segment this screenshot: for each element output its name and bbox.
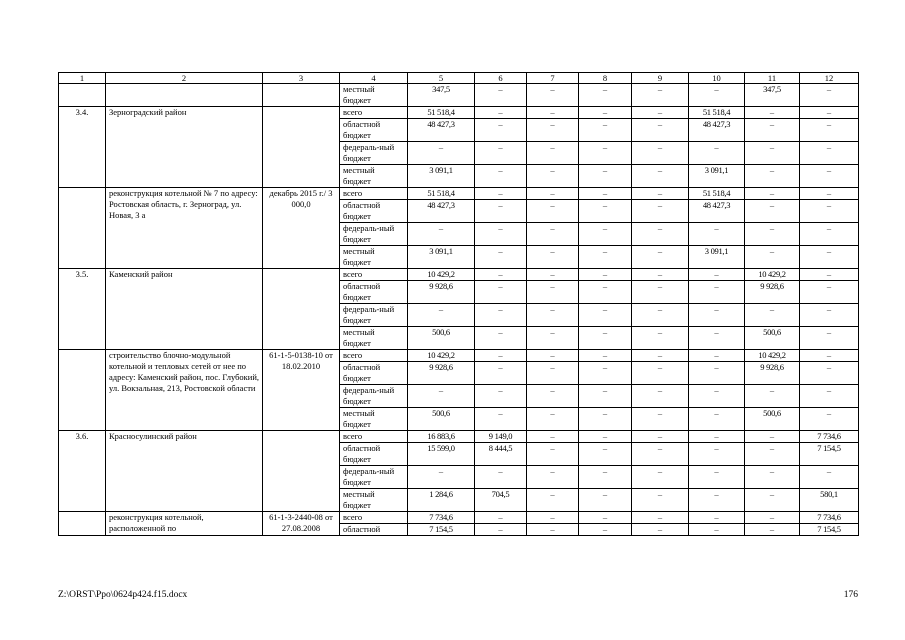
value-cell: –: [579, 304, 632, 327]
funding-type-cell: местный бюджет: [340, 327, 408, 350]
value-cell: –: [527, 466, 579, 489]
value-cell: –: [800, 408, 859, 431]
value-cell: –: [632, 350, 689, 362]
district-name-cell: Красносулинский район: [106, 431, 263, 512]
value-cell: 51 518,4: [689, 107, 745, 119]
funding-type-cell: областной: [340, 524, 408, 536]
funding-type-cell: всего: [340, 269, 408, 281]
value-cell: –: [475, 107, 527, 119]
value-cell: –: [475, 512, 527, 524]
value-cell: –: [745, 385, 800, 408]
value-cell: –: [527, 165, 579, 188]
section-number-cell: 3.6.: [59, 431, 106, 512]
value-cell: –: [579, 188, 632, 200]
table-row: [59, 84, 859, 107]
value-cell: –: [800, 327, 859, 350]
table-row: [59, 350, 859, 362]
value-cell: –: [632, 200, 689, 223]
value-cell: –: [579, 119, 632, 142]
value-cell: –: [632, 84, 689, 107]
value-cell: –: [632, 223, 689, 246]
value-cell: 704,5: [475, 489, 527, 512]
value-cell: –: [475, 362, 527, 385]
section-number-cell: 3.5.: [59, 269, 106, 350]
column-number: 9: [632, 73, 689, 84]
value-cell: –: [689, 223, 745, 246]
value-cell: –: [475, 165, 527, 188]
object-document-cell: 61-1-5-0138-10 от 18.02.2010: [263, 350, 340, 431]
column-number: 6: [475, 73, 527, 84]
object-name-cell: строительство блочно-модульной котельной и тепловых сетей от нее по адресу: Каменский район, пос. Глубокий, ул. Вокзальная, 213, Ростовской области: [106, 350, 263, 431]
funding-type-cell: всего: [340, 107, 408, 119]
total-value-cell: 3 091,1: [408, 165, 475, 188]
total-value-cell: 10 429,2: [408, 350, 475, 362]
value-cell: 347,5: [745, 84, 800, 107]
funding-type-cell: местный бюджет: [340, 408, 408, 431]
value-cell: –: [579, 362, 632, 385]
value-cell: –: [475, 119, 527, 142]
total-value-cell: –: [408, 304, 475, 327]
value-cell: –: [527, 200, 579, 223]
value-cell: –: [745, 165, 800, 188]
total-value-cell: 7 734,6: [408, 512, 475, 524]
total-value-cell: 9 928,6: [408, 362, 475, 385]
total-value-cell: 15 599,0: [408, 443, 475, 466]
value-cell: 3 091,1: [689, 246, 745, 269]
value-cell: –: [745, 524, 800, 536]
value-cell: –: [689, 304, 745, 327]
funding-type-cell: местный бюджет: [340, 489, 408, 512]
document-cell: [263, 269, 340, 350]
value-cell: –: [800, 269, 859, 281]
value-cell: –: [632, 431, 689, 443]
value-cell: 8 444,5: [475, 443, 527, 466]
value-cell: 7 734,6: [800, 431, 859, 443]
value-cell: –: [745, 512, 800, 524]
value-cell: –: [689, 489, 745, 512]
value-cell: –: [745, 200, 800, 223]
total-value-cell: 500,6: [408, 408, 475, 431]
district-name-cell: Зерноградский район: [106, 107, 263, 188]
value-cell: –: [745, 431, 800, 443]
value-cell: 580,1: [800, 489, 859, 512]
value-cell: 48 427,3: [689, 200, 745, 223]
value-cell: –: [579, 84, 632, 107]
funding-type-cell: федераль-ный бюджет: [340, 304, 408, 327]
total-value-cell: 347,5: [408, 84, 475, 107]
value-cell: –: [632, 246, 689, 269]
value-cell: –: [475, 350, 527, 362]
column-number: 11: [745, 73, 800, 84]
value-cell: –: [689, 431, 745, 443]
total-value-cell: –: [408, 466, 475, 489]
value-cell: –: [800, 385, 859, 408]
value-cell: –: [579, 350, 632, 362]
value-cell: –: [527, 281, 579, 304]
value-cell: –: [632, 281, 689, 304]
value-cell: –: [632, 408, 689, 431]
value-cell: –: [632, 489, 689, 512]
value-cell: –: [579, 246, 632, 269]
section-number-cell: [59, 512, 106, 536]
value-cell: 48 427,3: [689, 119, 745, 142]
value-cell: –: [800, 246, 859, 269]
column-number: 1: [59, 73, 106, 84]
value-cell: –: [800, 200, 859, 223]
table-row: [59, 431, 859, 443]
value-cell: –: [527, 385, 579, 408]
value-cell: –: [527, 524, 579, 536]
value-cell: –: [579, 327, 632, 350]
document-cell: [263, 84, 340, 107]
document-cell: [263, 431, 340, 512]
object-name-cell: реконструкция котельной, расположенной по: [106, 512, 263, 536]
value-cell: –: [689, 512, 745, 524]
value-cell: –: [579, 165, 632, 188]
value-cell: –: [632, 304, 689, 327]
value-cell: 7 734,6: [800, 512, 859, 524]
value-cell: –: [579, 269, 632, 281]
value-cell: –: [527, 362, 579, 385]
value-cell: –: [579, 223, 632, 246]
value-cell: –: [579, 524, 632, 536]
value-cell: –: [689, 408, 745, 431]
section-number-cell: [59, 350, 106, 431]
table-row: [59, 512, 859, 524]
total-value-cell: 500,6: [408, 327, 475, 350]
value-cell: –: [632, 107, 689, 119]
value-cell: 9 928,6: [745, 362, 800, 385]
object-document-cell: декабрь 2015 г./ 3 000,0: [263, 188, 340, 269]
value-cell: –: [800, 281, 859, 304]
value-cell: –: [579, 466, 632, 489]
value-cell: –: [527, 489, 579, 512]
value-cell: –: [475, 281, 527, 304]
value-cell: –: [475, 385, 527, 408]
value-cell: –: [800, 188, 859, 200]
value-cell: –: [475, 269, 527, 281]
header-row: [59, 73, 859, 84]
value-cell: –: [689, 466, 745, 489]
value-cell: –: [632, 142, 689, 165]
value-cell: 9 149,0: [475, 431, 527, 443]
value-cell: –: [689, 269, 745, 281]
column-number: 3: [263, 73, 340, 84]
value-cell: –: [475, 408, 527, 431]
funding-type-cell: областной бюджет: [340, 362, 408, 385]
total-value-cell: 3 091,1: [408, 246, 475, 269]
total-value-cell: –: [408, 385, 475, 408]
total-value-cell: 48 427,3: [408, 200, 475, 223]
column-number: 10: [689, 73, 745, 84]
total-value-cell: –: [408, 142, 475, 165]
value-cell: –: [800, 119, 859, 142]
value-cell: –: [527, 269, 579, 281]
value-cell: 500,6: [745, 408, 800, 431]
value-cell: –: [579, 489, 632, 512]
value-cell: –: [475, 524, 527, 536]
total-value-cell: –: [408, 223, 475, 246]
funding-type-cell: всего: [340, 431, 408, 443]
total-value-cell: 1 284,6: [408, 489, 475, 512]
value-cell: –: [579, 408, 632, 431]
district-name-cell: [106, 84, 263, 107]
value-cell: 7 154,5: [800, 524, 859, 536]
funding-type-cell: всего: [340, 350, 408, 362]
document-cell: [263, 107, 340, 188]
section-number-cell: 3.4.: [59, 107, 106, 188]
value-cell: –: [632, 466, 689, 489]
funding-type-cell: всего: [340, 512, 408, 524]
value-cell: –: [745, 107, 800, 119]
value-cell: –: [632, 269, 689, 281]
funding-type-cell: областной бюджет: [340, 281, 408, 304]
value-cell: 51 518,4: [689, 188, 745, 200]
value-cell: –: [689, 84, 745, 107]
value-cell: –: [800, 142, 859, 165]
total-value-cell: 10 429,2: [408, 269, 475, 281]
value-cell: –: [527, 431, 579, 443]
value-cell: –: [689, 524, 745, 536]
value-cell: –: [579, 431, 632, 443]
value-cell: –: [800, 165, 859, 188]
value-cell: –: [800, 466, 859, 489]
value-cell: –: [475, 327, 527, 350]
value-cell: –: [800, 350, 859, 362]
value-cell: –: [475, 466, 527, 489]
value-cell: –: [527, 142, 579, 165]
value-cell: 9 928,6: [745, 281, 800, 304]
total-value-cell: 7 154,5: [408, 524, 475, 536]
column-number: 5: [408, 73, 475, 84]
value-cell: –: [579, 142, 632, 165]
funding-type-cell: местный бюджет: [340, 84, 408, 107]
value-cell: –: [579, 281, 632, 304]
value-cell: –: [527, 84, 579, 107]
value-cell: –: [475, 200, 527, 223]
value-cell: –: [579, 200, 632, 223]
value-cell: –: [475, 223, 527, 246]
value-cell: –: [632, 165, 689, 188]
funding-type-cell: федераль-ный бюджет: [340, 385, 408, 408]
value-cell: –: [745, 304, 800, 327]
value-cell: –: [689, 385, 745, 408]
value-cell: 10 429,2: [745, 269, 800, 281]
value-cell: –: [632, 362, 689, 385]
value-cell: –: [527, 119, 579, 142]
object-name-cell: реконструкция котельной № 7 по адресу: Ростовская область, г. Зерноград, ул. Новая, 3 а: [106, 188, 263, 269]
value-cell: –: [800, 304, 859, 327]
value-cell: 500,6: [745, 327, 800, 350]
value-cell: –: [632, 524, 689, 536]
value-cell: 10 429,2: [745, 350, 800, 362]
value-cell: –: [579, 512, 632, 524]
funding-type-cell: местный бюджет: [340, 246, 408, 269]
funding-type-cell: областной бюджет: [340, 200, 408, 223]
value-cell: 3 091,1: [689, 165, 745, 188]
section-number-cell: [59, 188, 106, 269]
value-cell: –: [745, 466, 800, 489]
district-name-cell: Каменский район: [106, 269, 263, 350]
budget-table: [58, 72, 859, 536]
value-cell: 7 154,5: [800, 443, 859, 466]
column-number: 12: [800, 73, 859, 84]
value-cell: –: [527, 223, 579, 246]
value-cell: –: [475, 304, 527, 327]
table-row: [59, 188, 859, 200]
value-cell: –: [800, 107, 859, 119]
table-row: [59, 269, 859, 281]
value-cell: –: [800, 223, 859, 246]
total-value-cell: 51 518,4: [408, 107, 475, 119]
value-cell: –: [632, 188, 689, 200]
footer-page-number: 176: [843, 590, 858, 600]
value-cell: –: [527, 188, 579, 200]
value-cell: –: [632, 443, 689, 466]
value-cell: –: [475, 246, 527, 269]
value-cell: –: [745, 142, 800, 165]
column-number: 2: [106, 73, 263, 84]
value-cell: –: [745, 223, 800, 246]
value-cell: –: [475, 188, 527, 200]
value-cell: –: [579, 443, 632, 466]
value-cell: –: [745, 489, 800, 512]
value-cell: –: [527, 408, 579, 431]
column-number: 4: [340, 73, 408, 84]
funding-type-cell: областной бюджет: [340, 119, 408, 142]
value-cell: –: [745, 119, 800, 142]
value-cell: –: [527, 327, 579, 350]
value-cell: –: [527, 443, 579, 466]
value-cell: –: [689, 350, 745, 362]
value-cell: –: [800, 84, 859, 107]
value-cell: –: [745, 188, 800, 200]
value-cell: –: [475, 84, 527, 107]
value-cell: –: [689, 362, 745, 385]
total-value-cell: 16 883,6: [408, 431, 475, 443]
value-cell: –: [745, 443, 800, 466]
value-cell: –: [632, 119, 689, 142]
value-cell: –: [527, 350, 579, 362]
value-cell: –: [632, 327, 689, 350]
value-cell: –: [527, 304, 579, 327]
value-cell: –: [527, 246, 579, 269]
object-document-cell: 61-1-3-2440-08 от 27.08.2008: [263, 512, 340, 536]
value-cell: –: [579, 385, 632, 408]
funding-type-cell: всего: [340, 188, 408, 200]
column-number: 7: [527, 73, 579, 84]
funding-type-cell: федераль-ный бюджет: [340, 223, 408, 246]
value-cell: –: [745, 246, 800, 269]
value-cell: –: [527, 512, 579, 524]
total-value-cell: 51 518,4: [408, 188, 475, 200]
footer-file-path: Z:\ORST\Ppo\0624p424.f15.docx: [58, 590, 188, 600]
total-value-cell: 48 427,3: [408, 119, 475, 142]
value-cell: –: [689, 327, 745, 350]
funding-type-cell: областной бюджет: [340, 443, 408, 466]
funding-type-cell: местный бюджет: [340, 165, 408, 188]
funding-type-cell: федераль-ный бюджет: [340, 466, 408, 489]
value-cell: –: [475, 142, 527, 165]
column-number: 8: [579, 73, 632, 84]
table-row: [59, 107, 859, 119]
value-cell: –: [800, 362, 859, 385]
value-cell: –: [689, 142, 745, 165]
section-number-cell: [59, 84, 106, 107]
value-cell: –: [579, 107, 632, 119]
funding-type-cell: федераль-ный бюджет: [340, 142, 408, 165]
value-cell: –: [527, 107, 579, 119]
value-cell: –: [632, 385, 689, 408]
value-cell: –: [689, 281, 745, 304]
total-value-cell: 9 928,6: [408, 281, 475, 304]
value-cell: –: [689, 443, 745, 466]
value-cell: –: [632, 512, 689, 524]
